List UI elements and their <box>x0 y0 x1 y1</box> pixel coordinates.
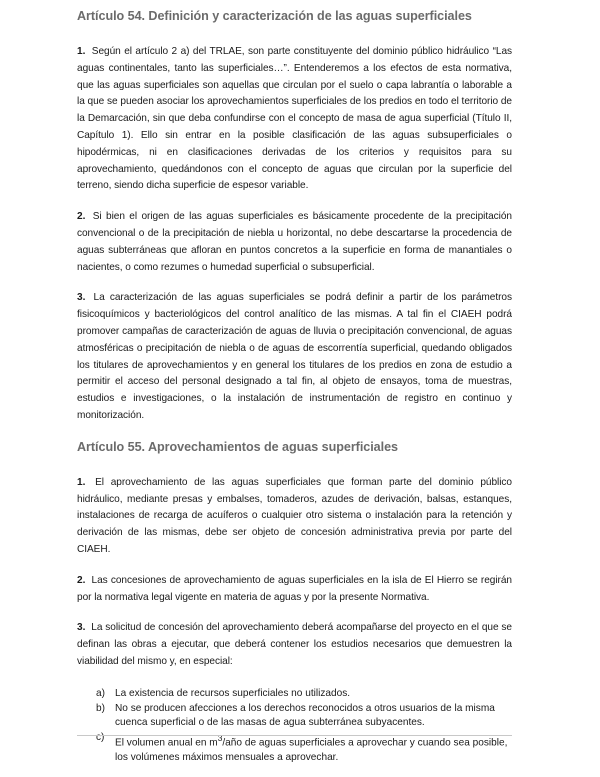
article-55-paragraph-2 <box>77 573 512 607</box>
paragraph-text: El aprovechamiento de las aguas superficiales que forman parte del dominio público hidráulico, mediante presas y embalses, tomaderos, azudes de derivación, balsas, estanques, instalaciones de recarga de acuíferos o cualquier otro sistema o instalación para la retención y derivación de las mismas, debe ser objeto de concesión administrativa previa por parte del CIAEH. <box>77 476 512 555</box>
list-marker: a) <box>96 687 105 699</box>
article-55-paragraph-3 <box>77 620 512 670</box>
article-54-paragraph-3 <box>77 290 512 424</box>
article-55-paragraph-1 <box>77 475 512 559</box>
paragraph-number: 1. <box>77 476 86 488</box>
list-item-text-before: El volumen anual en m <box>115 737 218 749</box>
list-item-text-after: /año de aguas superficiales a aprovechar y cuando sea posible, los volúmenes máximos mensuales a aprovechar. <box>115 737 508 763</box>
requirements-list <box>77 687 512 765</box>
paragraph-number: 2. <box>77 211 86 223</box>
paragraph-text: La solicitud de concesión del aprovechamiento deberá acompañarse del proyecto en el que se definan las obras a ejecutar, que deberá contener los estudios necesarios que demuestren la viabilidad del mismo y, en especial: <box>77 622 512 667</box>
paragraph-number: 1. <box>77 46 86 57</box>
superscript-unit: 3 <box>217 733 223 744</box>
list-marker: c) <box>96 732 105 744</box>
article-54-paragraph-1 <box>77 44 512 195</box>
paragraph-text: Según el artículo 2 a) del TRLAE, son parte constituyente del dominio público hidráulico “Las aguas continentales, tanto las superficiales…”. Entenderemos a los efectos de esta normativa, que las aguas superficiales son aquellas que circulan por el suelo o capa labrantía o laborable a la que se pueden asociar los aprovechamientos superficiales de los predios en todo el territorio de la Demarcación, sin que deba confundirse con el concepto de masa de agua superficial (Título II, Capítulo 1). Ello sin entrar en la posible clasificación de las aguas subsuperficiales o hipodérmicas, ni en clasificaciones derivadas de los criterios y requisitos para su aprovechamiento, quedándonos con el concepto de aguas que circulan por la superficie del terreno, siendo dicha superficie de espesor variable. <box>77 46 512 192</box>
list-item-text: No se producen afecciones a los derechos reconocidos a otros usuarios de la misma cuenca superficial o de las masas de agua subterránea subyacentes. <box>115 702 495 729</box>
paragraph-text: Si bien el origen de las aguas superficiales es básicamente procedente de la precipitación convencional o de la precipitación de niebla u horizontal, no debe descartarse la procedencia de aguas subterráneas que afloran en puntos concretos a la superficie en forma de manantiales o nacientes, o como rezumes o humedad superficial o subsuperficial. <box>77 211 512 273</box>
list-item-text: La existencia de recursos superficiales no utilizados. <box>115 687 351 699</box>
list-item <box>77 702 512 730</box>
paragraph-number: 3. <box>77 292 86 304</box>
article-55-title: Artículo 55. Aprovechamientos de aguas superficiales <box>77 439 398 454</box>
list-item <box>77 731 512 765</box>
paragraph-text: La caracterización de las aguas superficiales se podrá definir a partir de los parámetros fisicoquímicos y bacteriológicos del control analítico de las mismas. A tal fin el CIAEH podrá promover campañas de caracterización de aguas de lluvia o precipitación convencional, de aguas atmosféricas o precipitación de niebla o de aguas de escorrentía superficial, quedando obligados los titulares de aprovechamientos y en general los titulares de los predios en zona de estudio a permitir el acceso del personal designado a tal fin, al objeto de ensayos, toma de muestras, estudios e investigaciones, o la instalación de instrumentación de registro en continuo y monitorización. <box>77 292 512 421</box>
paragraph-number: 3. <box>77 622 86 634</box>
paragraph-text: Las concesiones de aprovechamiento de aguas superficiales en la isla de El Hierro se regirán por la normativa legal vigente en materia de aguas y por la presente Normativa. <box>77 574 512 603</box>
article-54-paragraph-2 <box>77 209 512 276</box>
list-item <box>77 687 512 701</box>
list-marker: b) <box>96 702 105 714</box>
paragraph-number: 2. <box>77 574 86 586</box>
footer-divider <box>77 735 512 736</box>
article-54-title: Artículo 54. Definición y caracterización de las aguas superficiales <box>77 9 472 23</box>
